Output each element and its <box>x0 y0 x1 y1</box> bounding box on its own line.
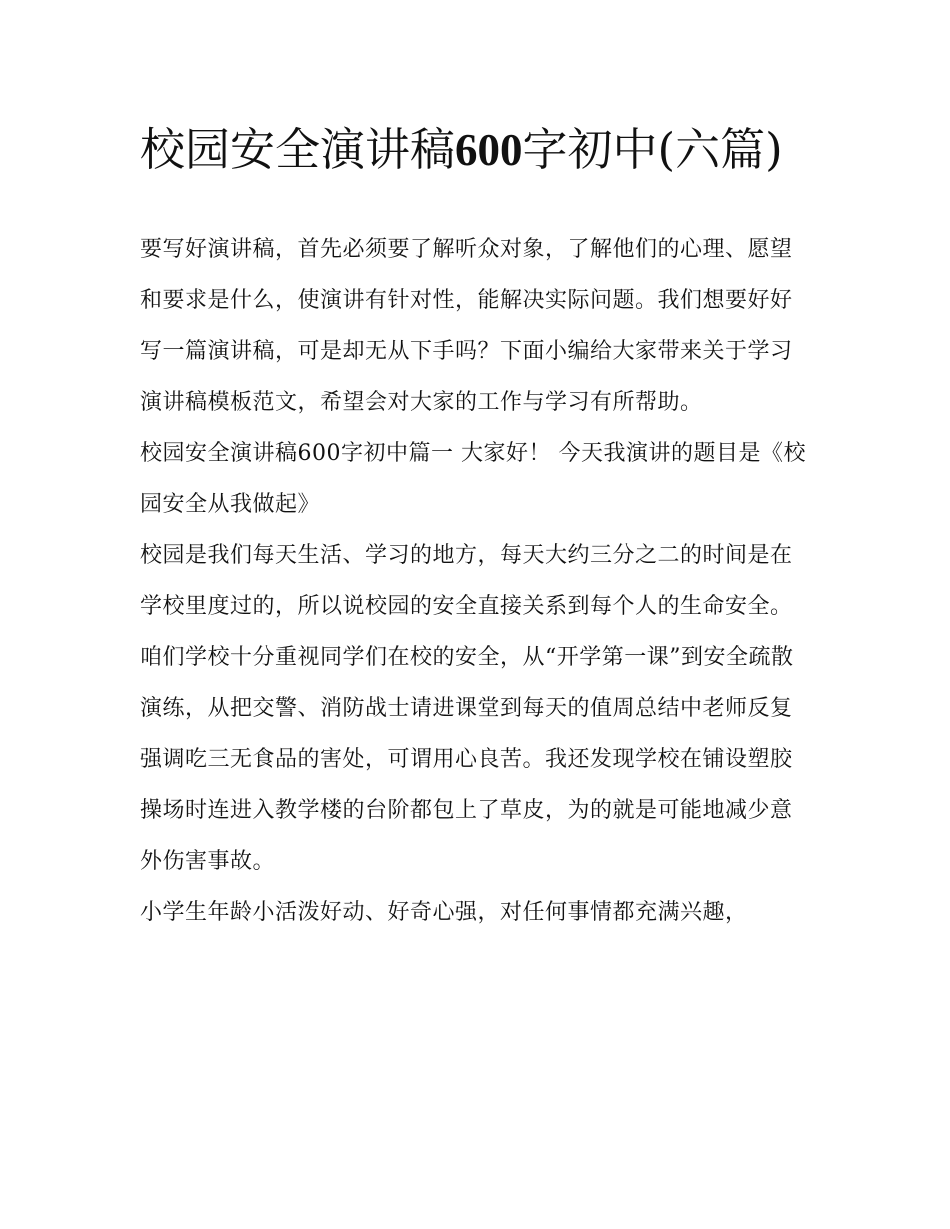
speech-heading-paragraph: 校园安全演讲稿600字初中篇一 大家好！ 今天我演讲的题目是《校园安全从我做起》 <box>140 441 806 517</box>
title-number: 600 <box>455 125 523 175</box>
body-paragraph: 校园是我们每天生活、学习的地方，每天大约三分之二的时间是在学校里度过的，所以说校园的安全直接关系到每个人的生命安全。 <box>140 543 793 619</box>
title-prefix: 校园安全演讲稿 <box>140 123 456 176</box>
body-paragraph: 小学生年龄小活泼好动、好奇心强，对任何事情都充满兴趣， <box>140 900 748 925</box>
intro-paragraph: 要写好演讲稿，首先必须要了解听众对象，了解他们的心理、愿望和要求是什么，使演讲有针对性，能解决实际问题。我们想要好好写一篇演讲稿，可是却无从下手吗？下面小编给大家带来关于学习演讲稿模板范文，希望会对大家的工作与学习有所帮助。 <box>140 237 793 415</box>
title-suffix: 字初中(六篇) <box>522 123 783 176</box>
document-content <box>140 112 812 938</box>
document-title <box>140 112 812 188</box>
body-paragraph: 咱们学校十分重视同学们在校的安全，从“开学第一课”到安全疏散演练，从把交警、消防战士请进课堂到每天的值周总结中老师反复强调吃三无食品的害处，可谓用心良苦。我还发现学校在铺设塑胶操场时连进入教学楼的台阶都包上了草皮，为的就是可能地减少意外伤害事故。 <box>140 645 794 874</box>
